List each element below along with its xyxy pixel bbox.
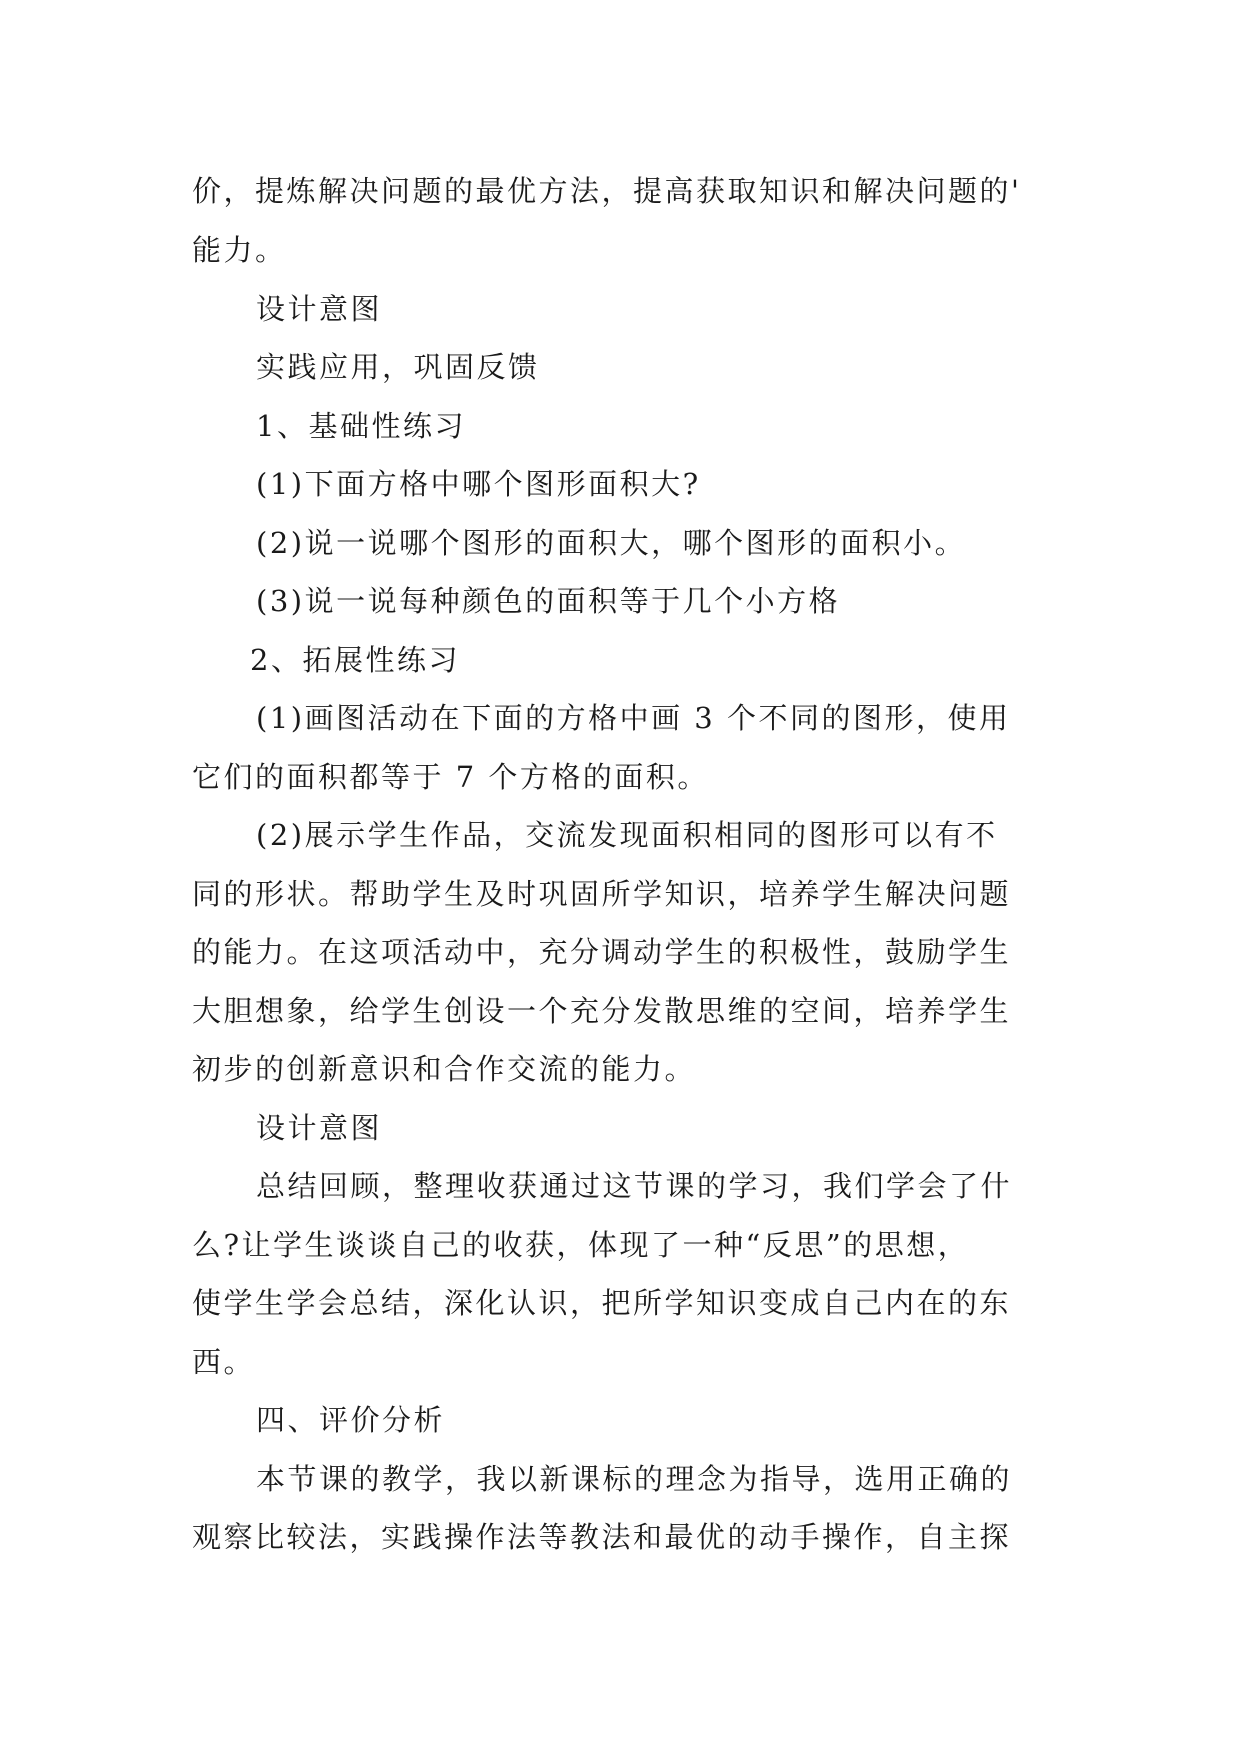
list-item: (1)画图活动在下面的方格中画 3 个不同的图形，使用 — [256, 701, 1011, 735]
paragraph-line: 的能力。在这项活动中，充分调动学生的积极性，鼓励学生 — [192, 935, 1012, 969]
paragraph-line: 它们的面积都等于 7 个方格的面积。 — [192, 760, 709, 794]
list-item: (1)下面方格中哪个图形面积大? — [256, 467, 701, 501]
list-heading: 1、基础性练习 — [256, 409, 466, 443]
paragraph-line: 能力。 — [192, 233, 287, 267]
paragraph-line: 同的形状。帮助学生及时巩固所学知识，培养学生解决问题 — [192, 877, 1012, 911]
paragraph-line: 观察比较法，实践操作法等教法和最优的动手操作，自主探 — [192, 1520, 1012, 1554]
section-heading: 设计意图 — [256, 292, 383, 326]
list-item: (2)展示学生作品，交流发现面积相同的图形可以有不 — [256, 818, 998, 852]
paragraph-line: 价，提炼解决问题的最优方法，提高获取知识和解决问题的' — [192, 174, 1022, 208]
paragraph-line: 本节课的教学，我以新课标的理念为指导，选用正确的 — [256, 1462, 1013, 1496]
paragraph-line: 初步的创新意识和合作交流的能力。 — [192, 1052, 697, 1086]
paragraph-line: 西。 — [192, 1345, 256, 1379]
document-page — [192, 0, 1049, 1754]
list-item: (2)说一说哪个图形的面积大，哪个图形的面积小。 — [256, 526, 967, 560]
list-heading: 2、拓展性练习 — [250, 643, 460, 677]
section-heading: 设计意图 — [256, 1111, 383, 1145]
list-item: (3)说一说每种颜色的面积等于几个小方格 — [256, 584, 841, 618]
section-heading: 实践应用，巩固反馈 — [256, 350, 540, 384]
paragraph-line: 使学生学会总结，深化认识，把所学知识变成自己内在的东 — [192, 1286, 1012, 1320]
section-heading: 四、评价分析 — [256, 1403, 446, 1437]
paragraph-line: 大胆想象，给学生创设一个充分发散思维的空间，培养学生 — [192, 994, 1012, 1028]
paragraph-line: 总结回顾，整理收获通过这节课的学习，我们学会了什 — [256, 1169, 1013, 1203]
paragraph-line: 么?让学生谈谈自己的收获，体现了一种“反思”的思想， — [192, 1228, 970, 1262]
